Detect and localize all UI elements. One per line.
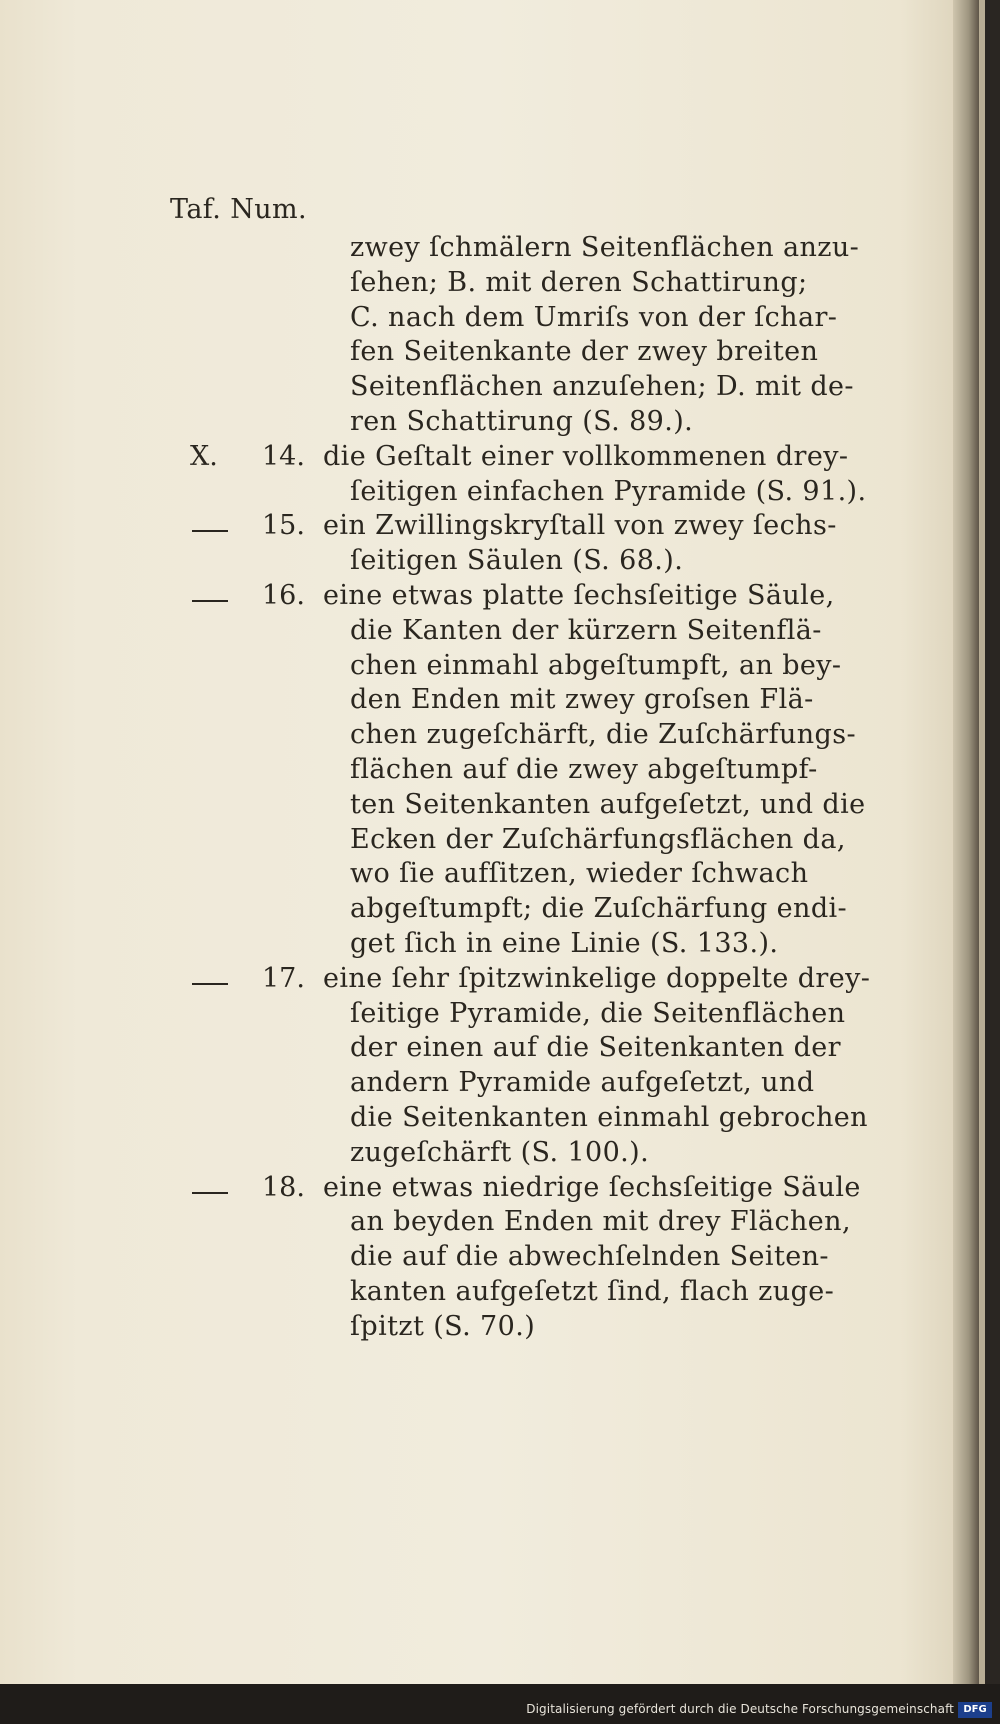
- entry-line: die Geſtalt einer vollkommenen drey-: [323, 440, 849, 472]
- entry-line: ein Zwillingskryſtall von zwey ſechs-: [323, 510, 837, 542]
- taf-ditto-mark: [192, 530, 228, 532]
- entry-line: C. nach dem Umriſs von der ſchar-: [350, 301, 838, 333]
- num-label: 14.: [262, 440, 305, 472]
- column-header: Taf. Num.: [170, 194, 308, 225]
- entry-line: ſeitigen einfachen Pyramide (S. 91.).: [350, 475, 867, 507]
- entry-line: den Enden mit zwey groſsen Flä-: [350, 684, 814, 716]
- dfg-logo-icon: DFG: [958, 1702, 992, 1718]
- num-label: 15.: [262, 510, 305, 542]
- taf-ditto-mark: [192, 1192, 228, 1194]
- entry-line: die Seitenkanten einmahl gebrochen: [350, 1102, 868, 1133]
- entry-line: abgeſtumpft; die Zuſchärfung endi-: [350, 893, 848, 925]
- entry-line: der einen auf die Seitenkanten der: [350, 1032, 841, 1064]
- num-label: 18.: [262, 1171, 305, 1203]
- taf-ditto-mark: [192, 983, 228, 985]
- entry-line: die Kanten der kürzern Seitenflä-: [350, 614, 822, 646]
- entry-line: an beyden Enden mit drey Flächen,: [350, 1206, 851, 1238]
- entry-line: ſeitigen Säulen (S. 68.).: [350, 545, 684, 577]
- entry-line: zugeſchärft (S. 100.).: [350, 1136, 650, 1168]
- entry-line: ſehen; B. mit deren Schattirung;: [350, 266, 808, 298]
- entry-line: eine etwas platte ſechsſeitige Säule,: [323, 580, 835, 611]
- taf-ditto-mark: [192, 600, 228, 602]
- entry-line: ten Seitenkanten aufgeſetzt, und die: [350, 788, 866, 820]
- taf-label: X.: [190, 440, 218, 472]
- entry-line: zwey ſchmälern Seitenflächen anzu-: [350, 232, 860, 263]
- entry-line: get ſich in eine Linie (S. 133.).: [350, 928, 779, 959]
- entry-line: chen einmahl abgeſtumpft, an bey-: [350, 649, 842, 681]
- num-label: 17.: [262, 962, 305, 994]
- num-label: 16.: [262, 580, 305, 611]
- entry-line: ſpitzt (S. 70.): [350, 1310, 536, 1342]
- entry-line: eine etwas niedrige ſechsſeitige Säule: [323, 1171, 861, 1203]
- entry-line: wo ſie aufſitzen, wieder ſchwach: [350, 858, 809, 890]
- entry-line: die auf die abwechſelnden Seiten-: [350, 1241, 829, 1273]
- entry-line: eine ſehr ſpitzwinkelige doppelte drey-: [323, 962, 871, 994]
- footer-bar: [0, 1684, 1000, 1724]
- entry-line: fen Seitenkante der zwey breiten: [350, 336, 819, 368]
- entry-line: ren Schattirung (S. 89.).: [350, 406, 694, 437]
- entry-line: kanten aufgeſetzt ſind, flach zuge-: [350, 1276, 835, 1307]
- entry-line: flächen auf die zwey abgeſtumpf-: [350, 754, 818, 785]
- entry-line: ſeitige Pyramide, die Seitenflächen: [350, 997, 846, 1029]
- footer-credit: Digitalisierung gefördert durch die Deutsche Forschungsgemeinschaft: [526, 1702, 954, 1716]
- entry-line: Seitenflächen anzuſehen; D. mit de-: [350, 371, 854, 403]
- entry-line: andern Pyramide aufgeſetzt, und: [350, 1067, 815, 1099]
- entry-line: Ecken der Zuſchärfungsflächen da,: [350, 823, 846, 855]
- entry-line: chen zugeſchärft, die Zuſchärfungs-: [350, 719, 857, 751]
